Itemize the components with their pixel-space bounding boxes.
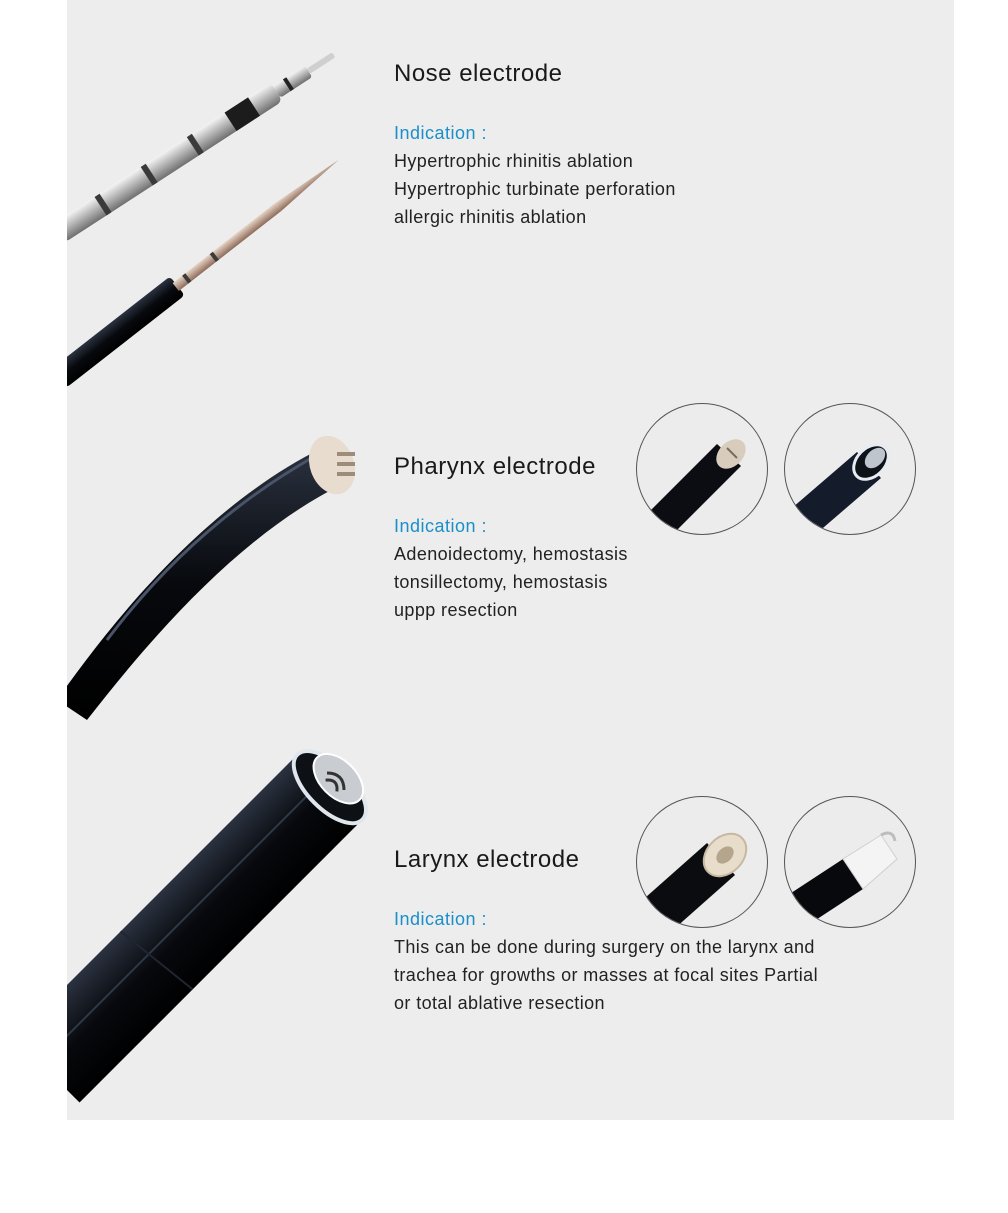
pharynx-indication-line: uppp resection <box>394 600 518 620</box>
nose-electrode-probe-image <box>67 46 340 243</box>
larynx-electrode-title: Larynx electrode <box>394 846 580 873</box>
nose-indication-line: Hypertrophic rhinitis ablation <box>394 151 634 171</box>
nose-indication-line: Hypertrophic turbinate perforation <box>394 179 676 199</box>
pharynx-indication-line: tonsillectomy, hemostasis <box>394 572 608 592</box>
nose-indication-list <box>394 147 676 231</box>
pharynx-indication-line: Adenoidectomy, hemostasis <box>394 544 628 564</box>
pharynx-detail-circle-2 <box>784 403 916 535</box>
pharynx-electrode-title: Pharynx electrode <box>394 453 596 480</box>
nose-indication-label: Indication : <box>394 123 488 143</box>
nose-indication-line: allergic rhinitis ablation <box>394 207 587 227</box>
larynx-indication-line: This can be done during surgery on the larynx and <box>394 937 815 957</box>
pharynx-detail-circle-1 <box>636 403 768 535</box>
pharynx-electrode-image <box>67 429 363 720</box>
larynx-electrode-image <box>67 733 384 1102</box>
product-panel <box>67 0 954 1120</box>
larynx-indication-list <box>394 933 818 1017</box>
nose-electrode-needle-image <box>67 150 346 387</box>
nose-electrode-title: Nose electrode <box>394 60 563 87</box>
pharynx-indication-label: Indication : <box>394 516 488 536</box>
larynx-detail-circle-1 <box>636 796 768 928</box>
larynx-detail-circle-2 <box>784 796 916 928</box>
pharynx-indication-list <box>394 540 628 624</box>
larynx-indication-line: or total ablative resection <box>394 993 605 1013</box>
larynx-indication-line: trachea for growths or masses at focal sites Partial <box>394 965 818 985</box>
larynx-indication-label: Indication : <box>394 909 488 929</box>
